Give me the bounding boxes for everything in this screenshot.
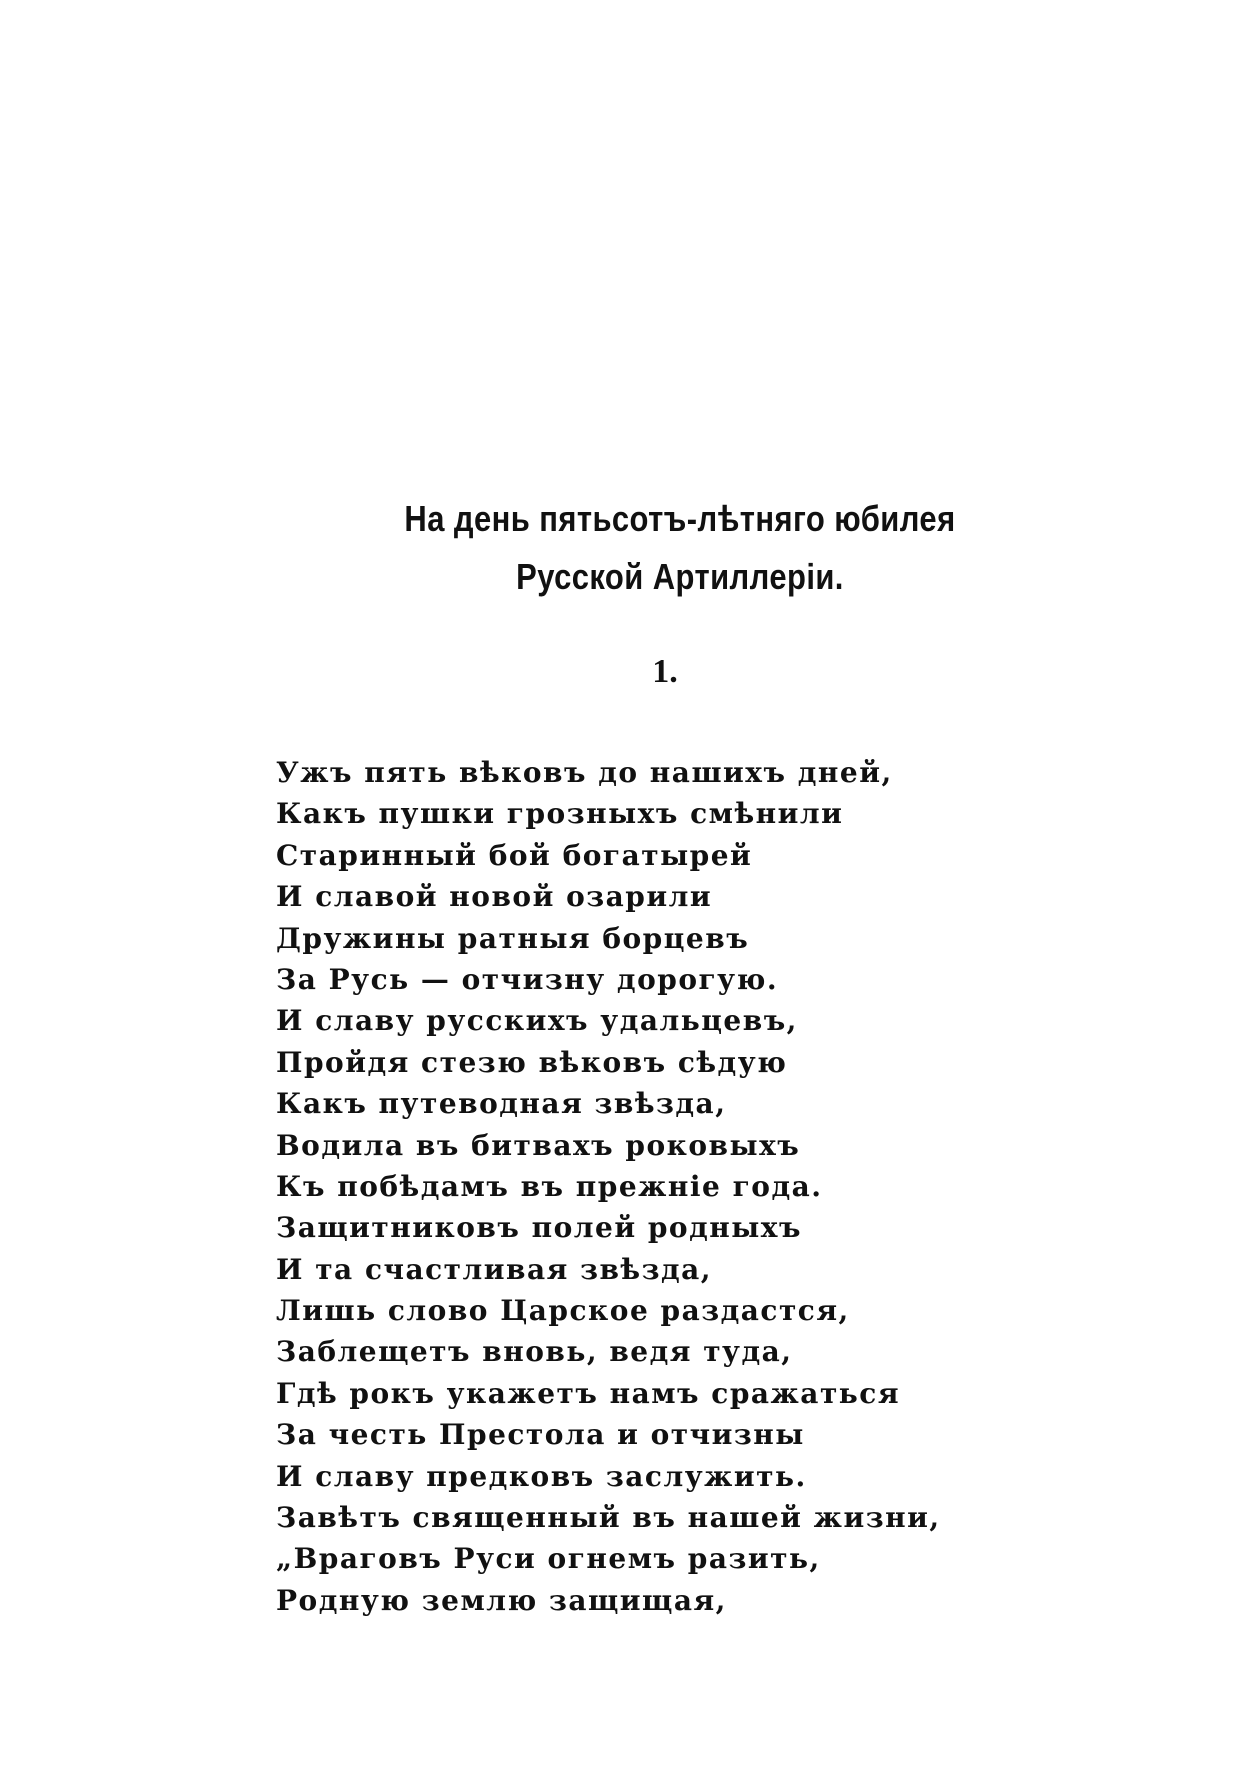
- poem-line: И та счастливая звѣзда,: [276, 1252, 713, 1286]
- poem-line: Защитниковъ полей родныхъ: [276, 1211, 802, 1245]
- poem-line: Заблещетъ вновь, ведя туда,: [276, 1335, 793, 1369]
- poem-line: Водила въ битвахъ роковыхъ: [276, 1128, 801, 1162]
- poem-line: Ужъ пять вѣковъ до нашихъ дней,: [276, 756, 893, 789]
- poem-line: Пройдя стезю вѣковъ сѣдую: [276, 1045, 788, 1079]
- poem-line: Родную землю защищая,: [276, 1583, 727, 1617]
- poem-line: И славу предковъ заслужить.: [276, 1459, 807, 1493]
- poem-line: Старинный бой богатырей: [276, 838, 753, 872]
- poem-line: Дружины ратныя борцевъ: [276, 921, 750, 955]
- poem-line: За Русь — отчизну дорогую.: [276, 962, 779, 996]
- poem-line: Завѣтъ священный въ нашей жизни,: [276, 1501, 941, 1535]
- poem-body: [276, 752, 1036, 1621]
- poem-line: Какъ путеводная звѣзда,: [276, 1087, 727, 1121]
- poem-line: Гдѣ рокъ укажетъ намъ сражаться: [276, 1376, 901, 1410]
- poem-line: Лишь слово Царское раздастся,: [276, 1294, 850, 1328]
- poem-line: Къ побѣдамъ въ прежніе года.: [276, 1169, 823, 1203]
- poem-line: „Враговъ Руси огнемъ разить,: [276, 1542, 821, 1576]
- poem-line: И славу русскихъ удальцевъ,: [276, 1004, 798, 1038]
- poem-line: За честь Престола и отчизны: [276, 1418, 805, 1452]
- poem-title: [330, 490, 1030, 606]
- title-line-2: Русской Артиллеріи.: [516, 556, 844, 597]
- poem-line: И славой новой озарили: [276, 880, 713, 914]
- title-line-1: На день пятьсотъ-лѣтняго юбилея: [404, 498, 956, 539]
- section-number: 1.: [652, 653, 678, 690]
- poem-line: Какъ пушки грозныхъ смѣнили: [276, 797, 844, 831]
